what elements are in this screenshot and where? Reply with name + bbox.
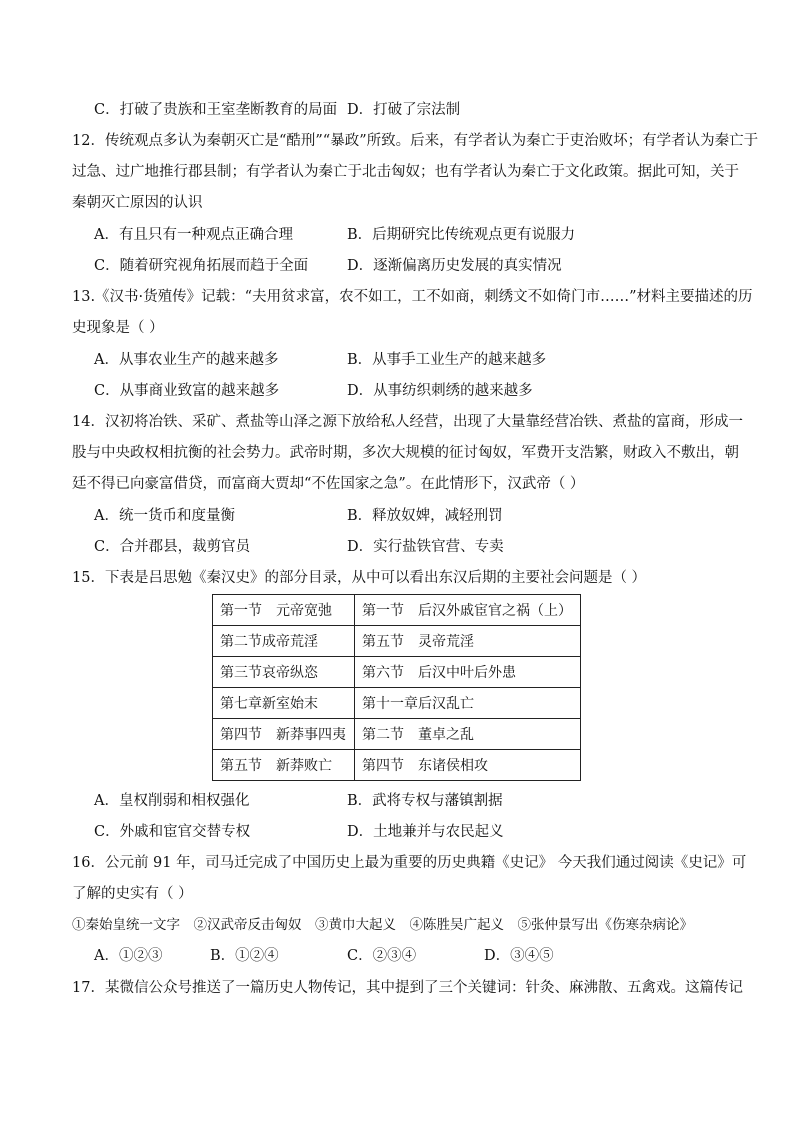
table-cell: 第五节 新莽败亡 (213, 750, 355, 781)
q13-option-b: B．从事手工业生产的越来越多 (347, 352, 547, 368)
q17-stem: 17．某微信公众号推送了一篇历史人物传记，其中提到了三个关键词：针灸、麻沸散、五禽戏。这篇传记 (72, 980, 743, 996)
q14-option-a: A．统一货币和度量衡 (94, 508, 235, 524)
q13-stem-line-2: 史现象是（ ） (72, 320, 164, 336)
table-cell: 第五节 灵帝荒淫 (355, 626, 581, 657)
q14-stem-line-3: 廷不得已向豪富借贷，而富商大贾却“不佐国家之急”。在此情形下，汉武帝（ ） (72, 476, 585, 492)
table-row (213, 719, 581, 750)
q12-option-d: D．逐渐偏离历史发展的真实情况 (347, 258, 562, 274)
q11-option-d: D．打破了宗法制 (347, 102, 461, 118)
q14-option-c: C．合并郡县，裁剪官员 (94, 539, 251, 555)
q13-option-c: C．从事商业致富的越来越多 (94, 383, 280, 399)
table-row (213, 657, 581, 688)
q12-option-b: B．后期研究比传统观点更有说服力 (347, 227, 576, 243)
q15-option-b: B．武将专权与藩镇割据 (347, 793, 503, 809)
q13-option-d: D．从事纺织刺绣的越来越多 (347, 383, 533, 399)
table-row (213, 688, 581, 719)
q16-option-b: B．①②④ (210, 948, 279, 964)
q16-option-a: A．①②③ (94, 948, 163, 964)
table-cell: 第一节 后汉外戚宦官之祸（上） (355, 595, 581, 626)
q16-option-d: D．③④⑤ (484, 948, 554, 964)
q15-stem: 15．下表是吕思勉《秦汉史》的部分目录，从中可以看出东汉后期的主要社会问题是（ ） (72, 570, 647, 586)
q16-stem-line-2: 了解的史实有（ ） (72, 886, 193, 902)
q11-option-c: C．打破了贵族和王室垄断教育的局面 (94, 102, 338, 118)
table-cell: 第四节 新莽事四夷 (213, 719, 355, 750)
q12-stem-line-3: 秦朝灭亡原因的认识 (72, 195, 203, 211)
q12-stem-line-2: 过急、过广地推行郡县制；有学者认为秦亡于北击匈奴；也有学者认为秦亡于文化政策。据此可知，关于 (72, 164, 739, 180)
table-cell: 第七章新室始末 (213, 688, 355, 719)
table-cell: 第四节 东诸侯相攻 (355, 750, 581, 781)
table-cell: 第二节成帝荒淫 (213, 626, 355, 657)
table-cell: 第一节 元帝宽弛 (213, 595, 355, 626)
q16-item-list: ①秦始皇统一文字 ②汉武帝反击匈奴 ③黄巾大起义 ④陈胜吴广起义 ⑤张仲景写出《伤寒杂病论》 (72, 917, 693, 933)
q13-option-a: A．从事农业生产的越来越多 (94, 352, 279, 368)
table-cell: 第六节 后汉中叶后外患 (355, 657, 581, 688)
q12-stem-line-1: 12．传统观点多认为秦朝灭亡是“酷刑”“暴政”所致。后来，有学者认为秦亡于吏治败坏；有学者认为秦亡于 (72, 133, 759, 149)
q13-stem-line-1: 13.《汉书·货殖传》记载：“夫用贫求富，农不如工，工不如商，刺绣文不如倚门市……”材料主要描述的历 (72, 289, 753, 305)
q12-option-a: A．有且只有一种观点正确合理 (94, 227, 293, 243)
table-row (213, 595, 581, 626)
table-cell: 第二节 董卓之乱 (355, 719, 581, 750)
table-row (213, 750, 581, 781)
catalog-table (212, 594, 581, 781)
q14-option-d: D．实行盐铁官营、专卖 (347, 539, 504, 555)
q15-option-c: C．外戚和宦官交替专权 (94, 824, 251, 840)
table-cell: 第十一章后汉乱亡 (355, 688, 581, 719)
q16-stem-line-1: 16．公元前 91 年，司马迁完成了中国历史上最为重要的历史典籍《史记》 今天我们通过阅读《史记》可 (72, 855, 747, 871)
q14-stem-line-2: 股与中央政权相抗衡的社会势力。武帝时期，多次大规模的征讨匈奴，军费开支浩繁，财政入不敷出，朝 (72, 445, 739, 461)
q15-option-a: A．皇权削弱和相权强化 (94, 793, 250, 809)
table-cell: 第三节哀帝纵恣 (213, 657, 355, 688)
q14-stem-line-1: 14．汉初将冶铁、采矿、煮盐等山泽之源下放给私人经营，出现了大量靠经营冶铁、煮盐的富商，形成一 (72, 414, 743, 430)
q15-option-d: D．土地兼并与农民起义 (347, 824, 504, 840)
q12-option-c: C．随着研究视角拓展而趋于全面 (94, 258, 309, 274)
q16-option-c: C．②③④ (347, 948, 417, 964)
q14-option-b: B．释放奴婢，减轻刑罚 (347, 508, 503, 524)
table-row (213, 626, 581, 657)
